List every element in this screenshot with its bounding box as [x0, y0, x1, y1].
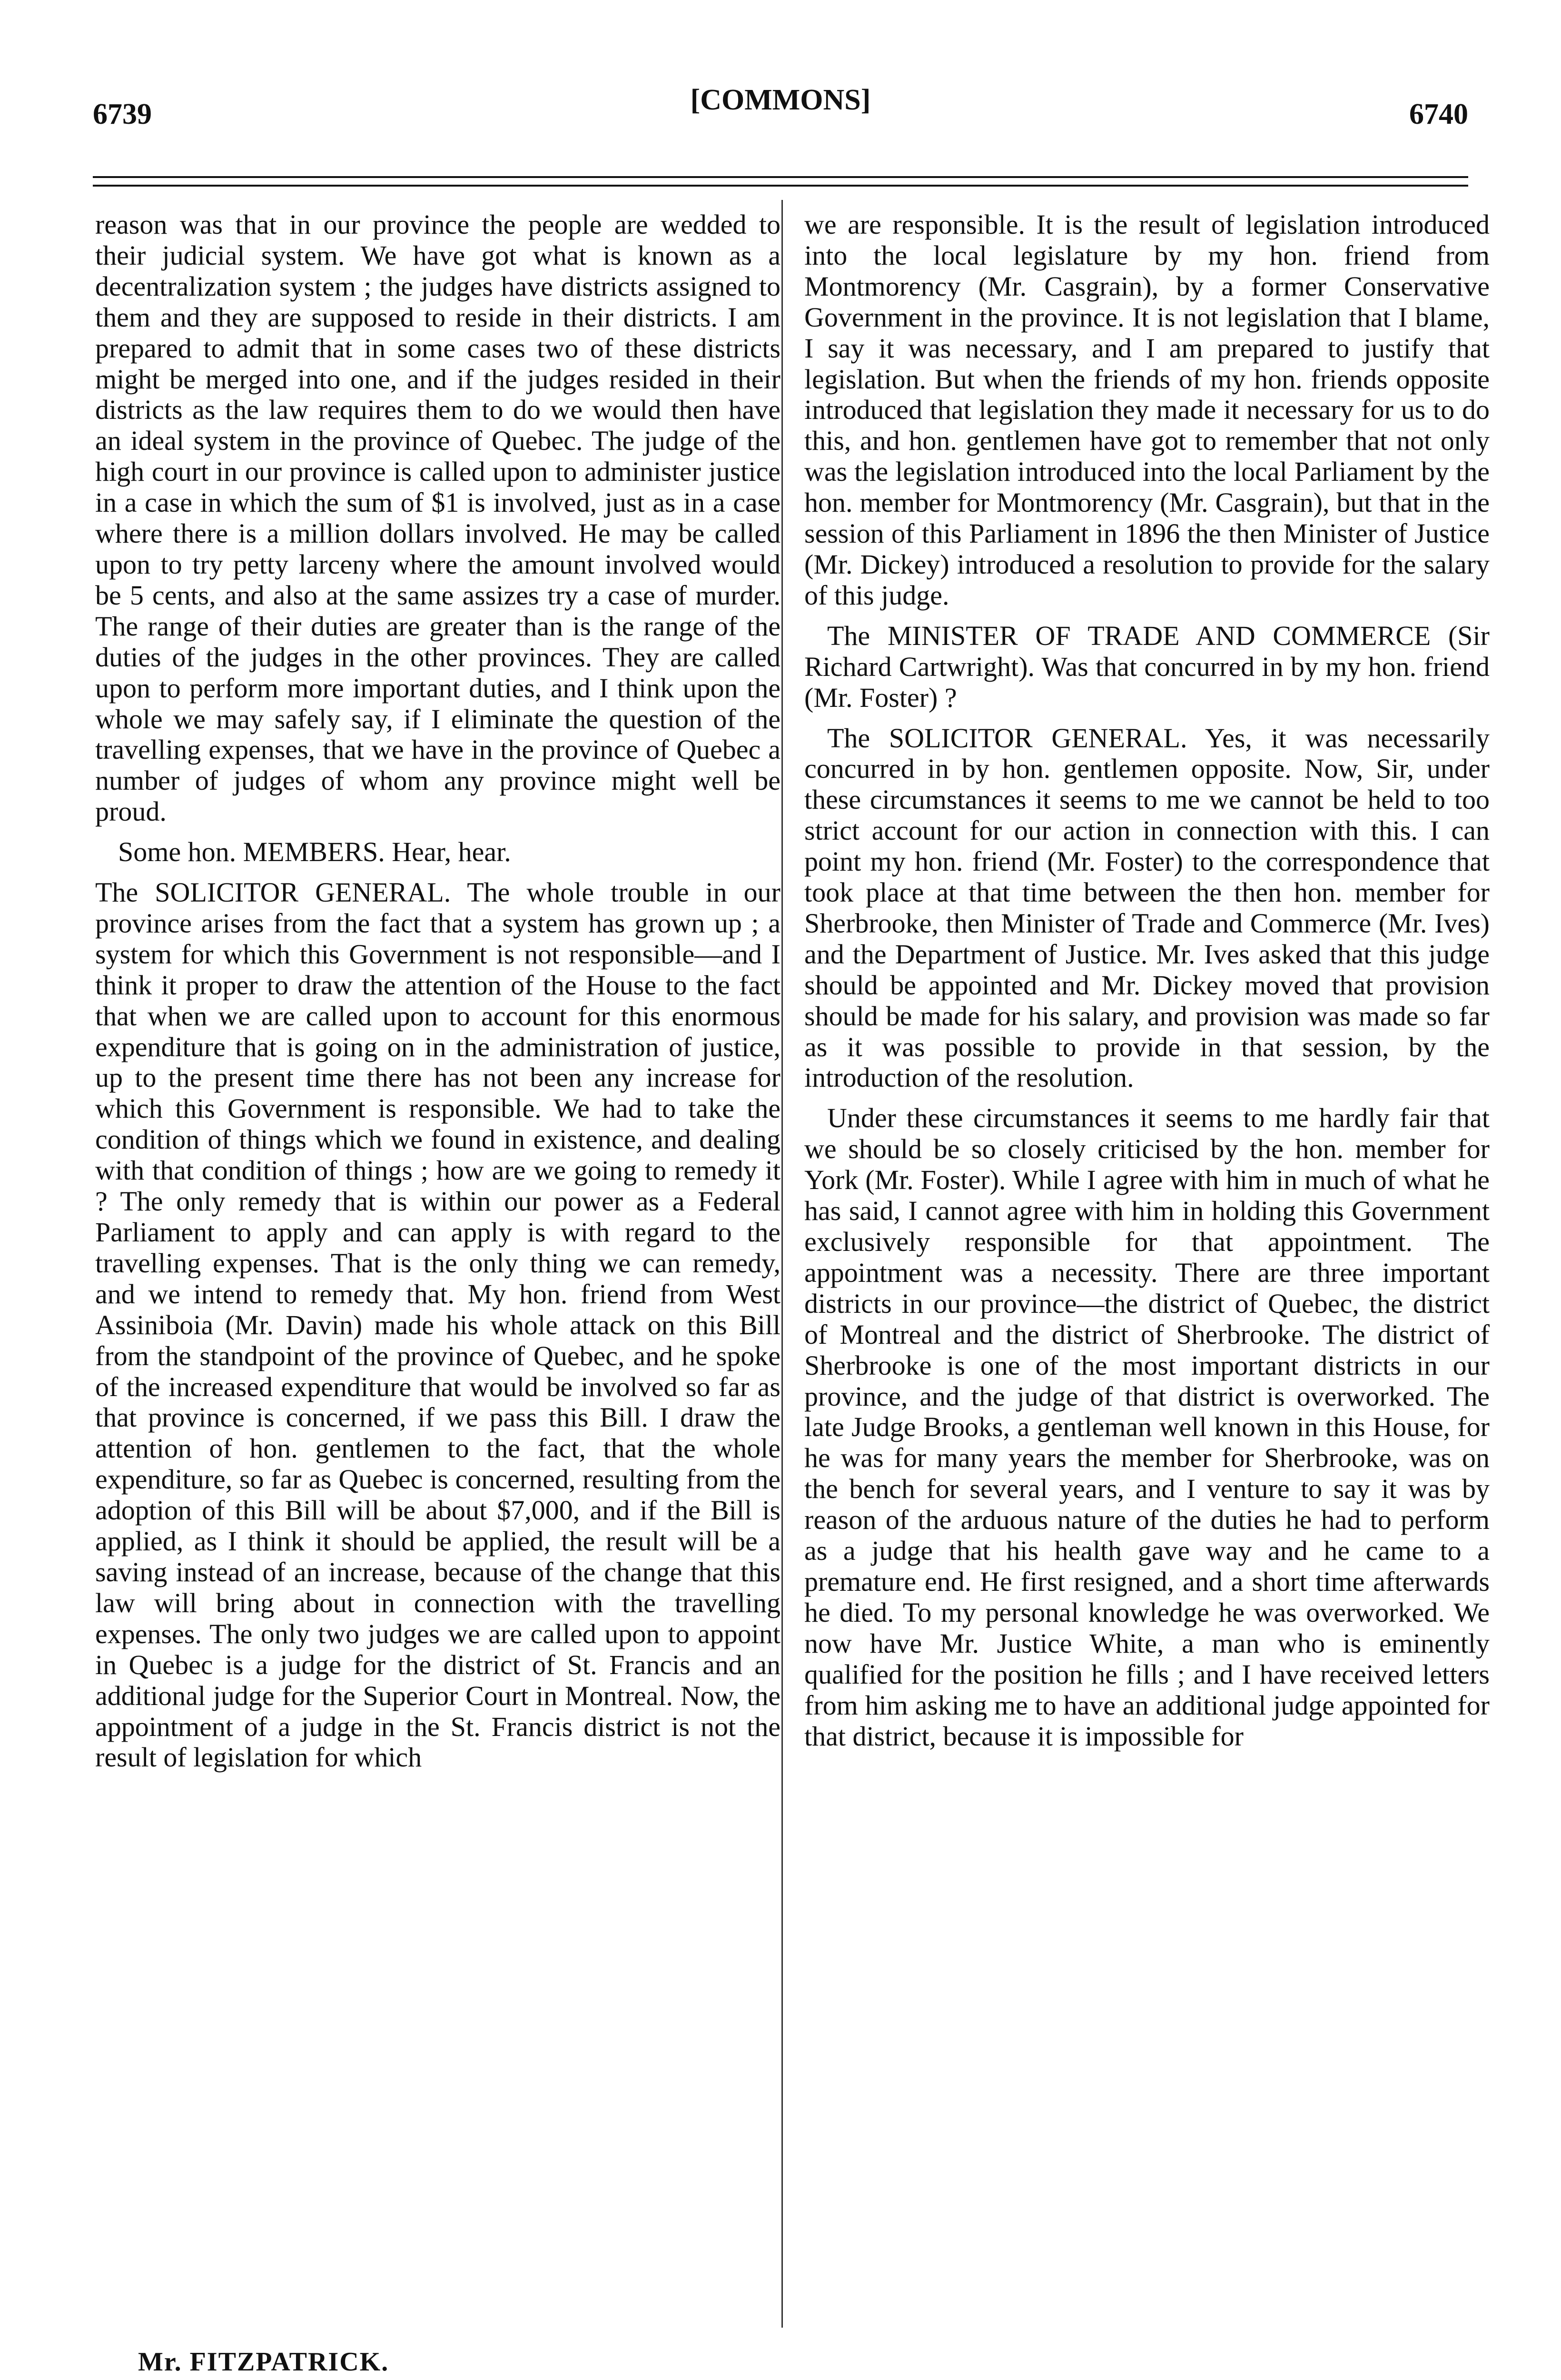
right-column [804, 209, 1490, 1761]
column-divider [781, 200, 783, 2328]
right-paragraph-2: The MINISTER OF TRADE AND COMMERCE (Sir Richard Cartwright). Was that concurred in by my hon. friend (Mr. Foster) ? [804, 620, 1490, 713]
left-paragraph-2: Some hon. MEMBERS. Hear, hear. [118, 836, 511, 868]
left-paragraph-3: The SOLICITOR GENERAL. The whole trouble in our province arises from the fact that a system has grown up ; a system for which this Government is not responsible—and I think it proper to draw the attention of the House to the fact that when we are called upon to account for this enormous expenditure that is going on in the administration of justice, up to the present time there has not been any increase for which this Government is responsible. We had to take the condition of things which we found in existence, and dealing with that condition of things ; how are we going to remedy it ? The only remedy that is within our power as a Federal Parliament to apply and can apply is with regard to the travelling expenses. That is the only thing we can remedy, and we intend to remedy that. My hon. friend from West Assiniboia (Mr. Davin) made his whole attack on this Bill from the standpoint of the province of Quebec, and he spoke of the increased expenditure that would be involved so far as that province is concerned, if we pass this Bill. I draw the attention of hon. gentlemen to the fact, that the whole expenditure, so far as Quebec is concerned, resulting from the adoption of this Bill will be about $7,000, and if the Bill is applied, as I think it should be applied, the result will be a saving instead of an increase, because of the change that this law will bring about in connection with the travelling expenses. The only two judges we are called upon to appoint in Quebec is a judge for the district of St. Francis and an additional judge for the Superior Court in Montreal. Now, the appointment of a judge in the St. Francis district is not the result of legislation for which [95, 877, 780, 1773]
page-header [93, 83, 1468, 140]
left-column [95, 209, 780, 1783]
page-number-right: 6740 [1409, 98, 1468, 130]
section-title: [COMMONS] [690, 84, 871, 116]
right-paragraph-4: Under these circumstances it seems to me hardly fair that we should be so closely criticised by the hon. member for York (Mr. Foster). While I agree with him in much of what he has said, I cannot agree with him in holding this Government exclusively responsible for that appointment. The appointment was a necessity. There are three important districts in our province—the district of Quebec, the district of Montreal and the district of Sherbrooke. The district of Sherbrooke is one of the most important districts in our province, and the judge of that district is overworked. The late Judge Brooks, a gentleman well known in this House, for he was for many years the member for Sherbrooke, was on the bench for several years, and I venture to say it was by reason of the arduous nature of the duties he had to perform as a judge that his health gave way and he came to a premature end. He first resigned, and a short time afterwards he died. To my personal knowledge he was overworked. We now have Mr. Justice White, a man who is eminently qualified for the position he fills ; and I have received letters from him asking me to have an additional judge appointed for that district, because it is impossible for [804, 1102, 1490, 1752]
header-rule [93, 176, 1468, 187]
right-paragraph-3: The SOLICITOR GENERAL. Yes, it was necessarily concurred in by hon. gentlemen opposite. Now, Sir, under these circumstances it seems to me we cannot be held to too strict account for our action in connection with this. I can point my hon. friend (Mr. Foster) to the correspondence that took place at that time between the then hon. member for Sherbrooke, then Minister of Trade and Commerce (Mr. Ives) and the Department of Justice. Mr. Ives asked that this judge should be appointed and Mr. Dickey moved that provision should be made for his salary, and provision was made so far as it was possible to provide in that session, by the introduction of the resolution. [804, 722, 1490, 1093]
left-paragraph-1: reason was that in our province the people are wedded to their judicial system. We have got what is known as a decentralization system ; the judges have districts assigned to them and they are supposed to reside in their districts. I am prepared to admit that in some cases two of these districts might be merged into one, and if the judges resided in their districts as the law requires them to do we would then have an ideal system in the province of Quebec. The judge of the high court in our province is called upon to administer justice in a case in which the sum of $1 is involved, just as in a case where there is a million dollars involved. He may be called upon to try petty larceny where the amount involved would be 5 cents, and also at the same assizes try a case of murder. The range of their duties are greater than is the range of the duties of the judges in the other provinces. They are called upon to perform more important duties, and I think upon the whole we may safely say, if I eliminate the question of the travelling expenses, that we have in the province of Quebec a number of judges of whom any province might well be proud. [95, 209, 780, 827]
page-number-left: 6739 [93, 98, 152, 130]
right-paragraph-1: we are responsible. It is the result of legislation introduced into the local legislature by my hon. friend from Montmorency (Mr. Casgrain), by a former Conservative Government in the province. It is not legislation that I blame, I say it was necessary, and I am prepared to justify that legislation. But when the friends of my hon. friends opposite introduced that legislation they made it necessary for us to do this, and hon. gentlemen have got to remember that not only was the legislation introduced into the local Parliament by the hon. member for Montmorency (Mr. Casgrain), but that in the session of this Parliament in 1896 the then Minister of Justice (Mr. Dickey) introduced a resolution to provide for the salary of this judge. [804, 209, 1490, 611]
speaker-footer: Mr. FITZPATRICK. [138, 2347, 389, 2377]
